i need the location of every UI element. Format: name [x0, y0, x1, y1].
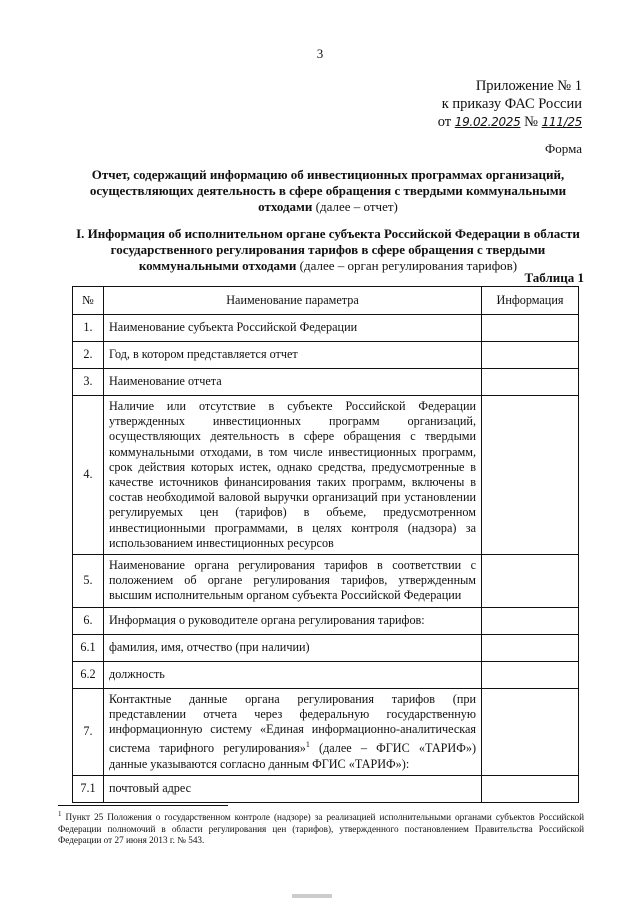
from-label: от — [437, 114, 452, 130]
row-param: Информация о руководителе органа регулирования тарифов: — [104, 607, 482, 634]
order-date: 19.02.2025 — [454, 115, 521, 129]
footnote — [58, 809, 584, 847]
table-row — [73, 369, 579, 396]
row-param: Наименование субъекта Российской Федерации — [104, 315, 482, 342]
row-param: Наличие или отсутствие в субъекте Российской Федерации утвержденных инвестиционных программ организаций, осуществляющих деятельность в сфере обращения с твердыми коммунальными отходами, в том числе инвестиционных программ, срок действия которых истек, однако средства, предусмотренные в качестве источников финансирования таких программ, включены в состав необходимой валовой выручки организаций при установлении регулируемых цен (тарифов) в объеме, предусмотренном инвестиционными программами, в целях контроля (надзора) за использованием инвестиционных ресурсов — [104, 396, 482, 555]
header-num: № — [73, 287, 104, 315]
row-info — [482, 634, 579, 661]
section-heading-bold: I. Информация об исполнительном органе субъекта Российской Федерации в области государственного регулирования тарифов в сфере обращения с твердыми коммунальными отходами — [76, 226, 580, 273]
row-info — [482, 555, 579, 608]
row-info — [482, 342, 579, 369]
header-info: Информация — [482, 287, 579, 315]
report-title-note: (далее – отчет) — [312, 199, 398, 214]
row-number: 6. — [73, 607, 104, 634]
table-row — [73, 775, 579, 802]
row-number: 4. — [73, 396, 104, 555]
appendix-block — [438, 77, 582, 131]
row-info — [482, 688, 579, 775]
table-row — [73, 315, 579, 342]
row-param: фамилия, имя, отчество (при наличии) — [104, 634, 482, 661]
row-param-part2: (далее – ФГИС «ТАРИФ») данные указываются согласно данным ФГИС «ТАРИФ»): — [109, 741, 477, 771]
footnote-mark: 1 — [58, 810, 62, 818]
row-number: 5. — [73, 555, 104, 608]
row-number: 7.1 — [73, 775, 104, 802]
info-table — [72, 286, 579, 803]
row-info — [482, 775, 579, 802]
row-number: 6.2 — [73, 661, 104, 688]
table-row — [73, 634, 579, 661]
row-param: Наименование органа регулирования тарифов в соответствии с положением об органе регулирования тарифов, утвержденным высшим исполнительным органом субъекта Российской Федерации — [104, 555, 482, 608]
table-row — [73, 607, 579, 634]
row-number: 7. — [73, 688, 104, 775]
table-row — [73, 396, 579, 555]
section-heading-note: (далее – орган регулирования тарифов) — [296, 258, 518, 273]
order-number: 111/25 — [541, 115, 582, 129]
table-caption: Таблица 1 — [524, 270, 584, 285]
row-param: должность — [104, 661, 482, 688]
table-row — [73, 555, 579, 608]
report-title — [68, 167, 588, 215]
row-param-part1: Контактные данные органа регулирования тарифов (при представлении отчета через федеральную государственную информационную систему «Единая информационно-аналитическая система тарифного регулирования» — [109, 691, 476, 756]
header-param: Наименование параметра — [104, 287, 482, 315]
row-number: 3. — [73, 369, 104, 396]
report-title-bold: Отчет, содержащий информацию об инвестиционных программах организаций, осуществляющих деятельность в сфере обращения с твердыми коммунальными отходами — [89, 167, 567, 214]
footnote-ref: 1 — [305, 740, 310, 750]
table-header-row — [73, 287, 579, 315]
row-number: 6.1 — [73, 634, 104, 661]
section-heading — [68, 226, 588, 274]
number-label: № — [524, 114, 538, 130]
appendix-date-number — [438, 113, 582, 131]
appendix-order: к приказу ФАС России — [441, 96, 582, 112]
table-row — [73, 342, 579, 369]
row-info — [482, 369, 579, 396]
page-number: 3 — [316, 46, 324, 61]
table-row — [73, 688, 579, 775]
footnote-divider — [58, 805, 228, 806]
row-param — [104, 688, 482, 775]
table-row — [73, 661, 579, 688]
row-info — [482, 607, 579, 634]
page-edge-mark — [292, 894, 332, 898]
row-param: Год, в котором представляется отчет — [104, 342, 482, 369]
form-label: Форма — [545, 141, 582, 156]
appendix-title: Приложение № 1 — [475, 78, 582, 94]
footnote-text: Пункт 25 Положения о государственном контроле (надзоре) за реализацией исполнительными органами субъектов Российской Федерации полномочий в области регулирования цен (тарифов), утвержденного постановлением Правительства Российской Федерации от 27 июня 2013 г. № 543. — [58, 812, 584, 846]
row-number: 1. — [73, 315, 104, 342]
row-info — [482, 315, 579, 342]
row-number: 2. — [73, 342, 104, 369]
row-info — [482, 661, 579, 688]
row-param: Наименование отчета — [104, 369, 482, 396]
row-info — [482, 396, 579, 555]
row-param: почтовый адрес — [104, 775, 482, 802]
